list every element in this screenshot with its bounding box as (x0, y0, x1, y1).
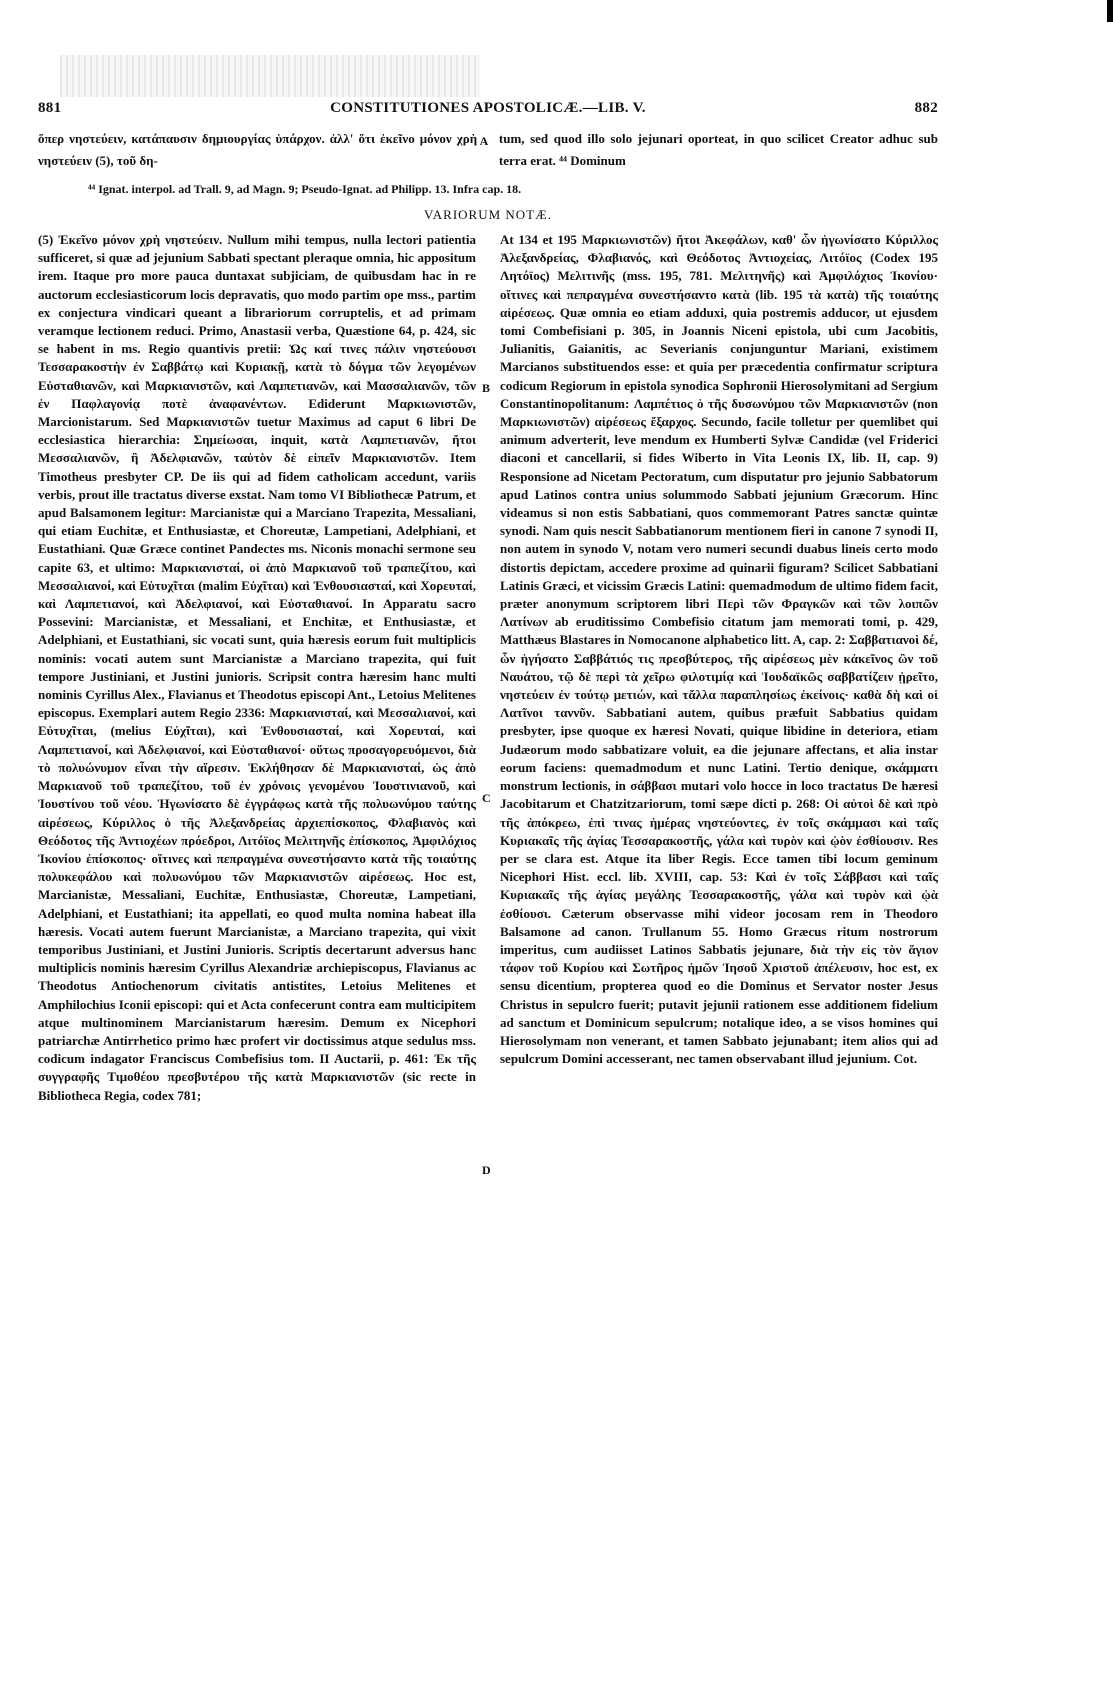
page (38, 100, 938, 1571)
notes-left-text: (5) Ἐκεῖνο μόνον χρὴ νηστεύειν. Nullum mihi tempus, nulla lectori patientia sufficeret, si quæ ad jejunium Sabbati spectant pleraque omnia, hic appositum irem. Itaque pro more pauca duntaxat subjiciam, de quibusdam hac in re auctorum ecclesiasticorum locis depravatis, quo modo partim ope mss., partim ex conjectura vindicari queant a librariorum corruptelis, et ad primam veramque lectionem reduci. Primo, Anastasii verba, Quæstione 64, p. 424, sic se habent in ms. Regio quantivis pretii: Ὡς καί τινες πάλιν νηστεύουσι Τεσσαρακοστὴν ἐν Σαββάτῳ καὶ Κυριακῇ, κατὰ τὸ δόγμα τῶν λεγομένων Εὐσταθιανῶν, καὶ Μαρκιανιστῶν, καὶ Λαμπετιανῶν, καὶ Μασσαλιανῶν, τῶν ἐν Παφλαγονίᾳ ποτὲ ἀναφανέντων. Ediderunt Μαρκιωνιστῶν, Marcionistarum. Sed Μαρκιανιστῶν tuetur Maximus ad caput 6 libri De ecclesiastica hierarchia: Σημείωσαι, inquit, κατὰ Λαμπετιανῶν, ἤτοι Μεσσαλιανῶν, ἢ Ἀδελφιανῶν, ταὐτὸν δὲ εἰπεῖν Μαρκιανιστῶν. Item Timotheus presbyter CP. De iis qui ad fidem catholicam accedunt, variis verbis, prout ille tractatus diverse exstat. Nam tomo VI Bibliothecæ Patrum, et apud Balsamonem legitur: Marcianistæ qui a Marciano Trapezita, Messaliani, qui etiam Euchitæ, et Enthusiastæ, et Choreutæ, Lampetiani, Adelphiani, et Eustathiani. Quæ Græce continet Pandectes ms. Niconis monachi sermone seu capite 63, et ultimo: Μαρκιανισταί, οἱ ἀπὸ Μαρκιανοῦ τοῦ τραπεζίτου, καὶ Μεσσαλιανοί, καὶ Εὐτυχῖται (malim Εὐχῖται) καὶ Ἐνθουσιασταί, καὶ Χορευταί, καὶ Λαμπετιανοί, καὶ Ἀδελφιανοί, καὶ Εὐσταθιανοί. In Apparatu sacro Possevini: Marcianistæ, et Messaliani, et Enchitæ, et Enthusiastæ, et Adelphiani, et Eustathiani, sic vocati sunt, quia hæresis eorum fuit multiplicis nominis: vocati autem sunt Marcianistæ a Marciano trapezita, qui fuit tempore Justiniani, et Justini junioris. Scripsit contra hæresim hanc multi nominis Cyrillus Alex., Flavianus et Theodotus episcopi Ant., Letoius Melitenes episcopus. Exemplari autem Regio 2336: Μαρκιανισταί, καὶ Μεσσαλιανοί, καὶ Εὐτυχῖται, (melius Εὐχῖται), καὶ Ἐνθουσιασταί, καὶ Χορευταί, καὶ Λαμπετιανοί, καὶ Ἀδελφιανοί, καὶ Εὐσταθιανοί· οὕτως προσαγορευόμενοι, διὰ τὸ πολυώνυμον εἶναι τὴν αἵρεσιν. Ἐκλήθησαν δὲ Μαρκιανισταί, ὡς ἀπὸ Μαρκιανοῦ τοῦ τραπεζίτου, τοῦ ἐν χρόνοις γενομένου Ἰουστινιανοῦ, καὶ Ἰουστίνου τοῦ νέου. Ἠγωνίσατο δὲ ἐγγράφως κατὰ τῆς πολυωνύμου ταύτης αἱρέσεως, Κύριλλος ὁ τῆς Ἀλεξανδρείας ἀρχιεπίσκοπος, Φλαβιανὸς καὶ Θεόδοτος τῆς Ἀντιοχέων πρόεδροι, Λιτόϊος Μελιτηνῆς ἐπίσκοπος, Ἀμφιλόχιος Ἰκονίου ἐπίσκοπος· οἵτινες καὶ πεπραγμένα συνεστήσαντο κατὰ τῆς τοιαύτης πολυκεφάλου καὶ πολυωνύμου τῶν Μαρκιανιστῶν αἱρέσεως. Hoc est, Marcianistæ, Messaliani, Euchitæ, Enthusiastæ, Choreutæ, Lampetiani, Adelphiani, et Eustathiani; ita appellati, eo quod multa nomina habeat illa hæresis. Vocati autem fuerunt Marcianistæ, a Marciano trapezita, qui vixit temporibus Justiniani, et Justini Junioris. Scriptis decertarunt adversus hanc multiplicis nominis hæresim Cyrillus Alexandriæ archiepiscopus, Flavianus ac Theodotus Antiochenorum civitatis antistites, Letoius Melitenes et Amphilochius Iconii episcopi: qui et Acta confecerunt contra eam multicipitem atque multinominem Marcianistarum hæresim. Demum ex Nicephori patriarchæ Antirrhetico primo hæc profert vir doctissimus atque sedulus mss. codicum indagator Franciscus Combefisius tom. II Auctarii, p. 461: Ἐκ τῆς συγγραφῆς Τιμοθέου πρεσβυτέρου τῆς κατὰ Μαρκιανιστῶν (sic recte in Bibliotheca Regia, codex 781; (38, 232, 476, 1103)
latin-text-column: tum, sed quod illo solo jejunari oporteat, in quo scilicet Creator adhuc sub terra erat. ⁴⁴ Dominum (498, 131, 938, 168)
margin-marker-d: D (482, 1163, 491, 1177)
footnote: ⁴⁴ Ignat. interpol. ad Trall. 9, ad Magn. 9; Pseudo-Ignat. ad Philipp. 13. Infra cap. 18. (88, 182, 522, 196)
main-text (38, 128, 938, 172)
page-number-right: 882 (914, 100, 938, 116)
notes-left-column (38, 231, 476, 1105)
greek-text-column: ὅπερ νηστεύειν, κατάπαυσιν δημιουργίας ὑπάρχον. ἀλλ' ὅτι ἐκεῖνο μόνον χρὴ νηστεύειν (5), τοῦ δη- (38, 131, 478, 168)
running-head (38, 100, 938, 122)
scan-edge-bar (1107, 0, 1113, 22)
page-number-left: 881 (38, 100, 62, 116)
margin-marker-c: C (482, 791, 491, 805)
notes-right-text: At 134 et 195 Μαρκιωνιστῶν) ἤτοι Ἀκεφάλων, καθ' ὧν ἠγωνίσατο Κύριλλος Ἀλεξανδρείας, Φλαβιανός, καὶ Θεόδοτος Ἀντιοχείας, Λιτόϊος (Codex 195 Λητόϊος) Μελιτινῆς (mss. 195, 781. Μελιτηνῆς) καὶ Ἀμφιλόχιος Ἰκονίου· οἵτινες καὶ πεπραγμένα συνεστήσαντο κατὰ (lib. 195 τὰ κατὰ) τῆς τοιαύτης αἱρέσεως. Quæ omnia eo etiam adduxi, quia postremis adducor, ut ejusdem tomi Combefisiani p. 305, in Joannis Niceni epistola, ubi cum Jacobitis, Julianitis, Gaianitis, ac Severianis conjunguntur Mariani, existimem Marcianos substituendos esse: et quia per præcedentia confirmatur scriptura codicum Regiorum in epistola synodica Sophronii Hierosolymitani ad Sergium Constantinopolitanum: Λαμπέτιος ὁ τῆς δυσωνύμου τῶν Μαρκιανιστῶν (non Μαρκιωνιστῶν) αἱρέσεως ἔξαρχος. Secundo, facile tolletur per quemlibet qui animum adverterit, leve mendum ex Humberti Sylvæ Candidæ (vel Friderici diaconi et cancellarii, si fides Wiberto in Vita Leonis IX, lib. II, cap. 9) Responsione ad Nicetam Pectoratum, cum disputatur pro jejunio Sabbatorum apud Latinos contra unius solummodo Sabbati jejunium Græcorum. Hinc videamus si non estis Sabbatiani, quos commemorant Patres sanctæ quintæ synodi. Nam quis nescit Sabbatianorum mentionem fieri in canone 7 synodi II, non autem in synodo V, notam vero numeri secundi duabus lineis certo modo distortis depictam, accedere proxime ad quinarii figuram? Scilicet Sabbatiani Latinis Græci, et vicissim Græcis Latini: quemadmodum de ultimo fidem facit, præter anonymum scriptorem libri Περὶ τῶν Φραγκῶν καὶ τῶν λοιπῶν Λατίνων ab eruditissimo Combefisio citatum jam memorati tomi, p. 429, Matthæus Blastares in Nomocanone alphabetico litt. A, cap. 2: Σαββατιανοὶ δέ, ὧν ἡγήσατο Σαββάτιός τις πρεσβύτερος, τῆς αἱρέσεως μὲν κἀκεῖνος ὢν τοῦ Ναυάτου, τῷ δὲ περὶ τὰ χεῖρω φιλοτιμίᾳ καὶ Ἰουδαϊκῶς σαββατίζειν ᾑρεῖτο, νηστεύειν ἐν τούτῳ μετιών, καὶ τἄλλα παραπλησίως ἐκείνοις· καθὰ δὴ καὶ οἱ Λατῖνοι ταννῦν. Sabbatiani autem, quibus præfuit Sabbatius quidam presbyter, ipse quoque ex hæresi Novati, quique libidine in deteriora, etiam Judæorum modo sabbatizare voluit, ea die jejunare affectans, et alia instar eorum faciens: quemadmodum et nunc Latini. Tertio denique, σκάμματι monstrum lectionis, in σάββασι mutari volo hocce in loco tractatus De hæresi Jacobitarum et Chatzitzariorum, tomi sæpe dicti p. 268: Οἱ αὐτοὶ δὲ καὶ πρὸ τῆς ἀπόκρεω, ἐπὶ τινας ἡμέρας νηστεύοντες, ἐν τοῖς σκάμμασι καὶ ταῖς Κυριακαῖς τῆς ἁγίας Τεσσαρακοστῆς, γάλα καὶ τυρὸν καὶ ᾠὸν ἐσθίουσιν. Res per se clara est. Atque ita liber Regis. Ecce tamen tibi locum geminum Nicephori Hist. eccl. lib. XVIII, cap. 53: Καὶ ἐν τοῖς Σάββασι καὶ ταῖς Κυριακαῖς τῆς ἁγίας μεγάλης Τεσσαρακοστῆς, γάλα καὶ τυρὸν καὶ ᾠὰ ἐσθίουσι. Cæterum observasse mihi videor jocosam rem in Theodoro Balsamone ad canon. Trullanum 55. Homo Græcus ritum nostrorum imperitus, cum audiisset Latinos Sabbatis jejunare, διὰ τὴν εἰς τὸν ἅγιον τάφον τοῦ Κυρίου καὶ Σωτῆρος ἡμῶν Ἰησοῦ Χριστοῦ ἀπέλευσιν, hoc est, ex sensu dicentium, propterea quod eo die Dominus et Servator noster Jesus Christus in sepulcro fuerit; putavit jejunii rationem esse additionem fidelium ad sanctum et Dominicum sepulcrum; notalique ideo, a se visos homines qui Hierosolymam non venerant, et tamen Sabbato jejunabant; item alios qui ad sepulcrum Domini accesserant, nec tamen observabant illud jejunium. Cot. (500, 232, 938, 1067)
running-title: CONSTITUTIONES APOSTOLICÆ.—LIB. V. (330, 100, 646, 116)
section-heading: VARIORUM NOTÆ. (424, 207, 552, 222)
column-gutter (476, 231, 500, 1571)
notes-columns (38, 231, 938, 1571)
margin-marker-a: A (479, 134, 489, 148)
scan-smudge (60, 55, 480, 97)
notes-right-column (500, 231, 938, 1068)
margin-marker-b: B (482, 381, 491, 395)
